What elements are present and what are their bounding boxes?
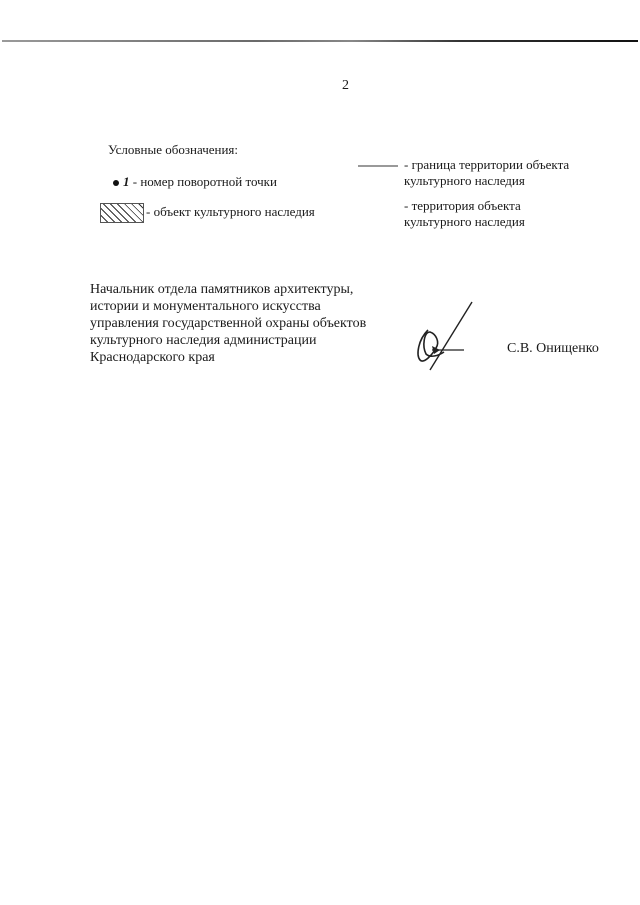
legend-boundary-line1: - граница территории объекта	[404, 157, 570, 172]
signatory-title-line: Начальник отдела памятников архитектуры,	[90, 282, 354, 297]
dot-icon	[113, 180, 119, 186]
hatched-box-icon	[100, 203, 144, 223]
signatory-title	[90, 281, 366, 366]
legend-turning-point	[113, 174, 277, 190]
legend-boundary-line2: культурного наследия	[404, 173, 525, 188]
legend-territory-line2: культурного наследия	[404, 214, 525, 229]
signatory-title-line: Краснодарского края	[90, 350, 215, 365]
signatory-title-line: истории и монументального искусства	[90, 299, 321, 314]
legend-boundary	[358, 157, 569, 173]
point-number: 1	[123, 174, 130, 189]
boundary-line-icon	[358, 165, 398, 167]
top-rule-divider	[2, 40, 638, 42]
signatory-title-line: культурного наследия администрации	[90, 333, 317, 348]
legend-title: Условные обозначения:	[108, 142, 239, 157]
legend-heritage-object-label: - объект культурного наследия	[146, 203, 315, 219]
signatory-name: С.В. Онищенко	[507, 341, 599, 356]
legend-territory-line1: - территория объекта	[404, 198, 521, 213]
signatory-title-line: управления государственной охраны объектов	[90, 316, 367, 331]
legend-heritage-object	[100, 203, 315, 223]
legend-turning-point-label: - номер поворотной точки	[132, 174, 277, 189]
handwritten-signature-icon	[410, 300, 480, 372]
page-number: 2	[342, 78, 349, 93]
